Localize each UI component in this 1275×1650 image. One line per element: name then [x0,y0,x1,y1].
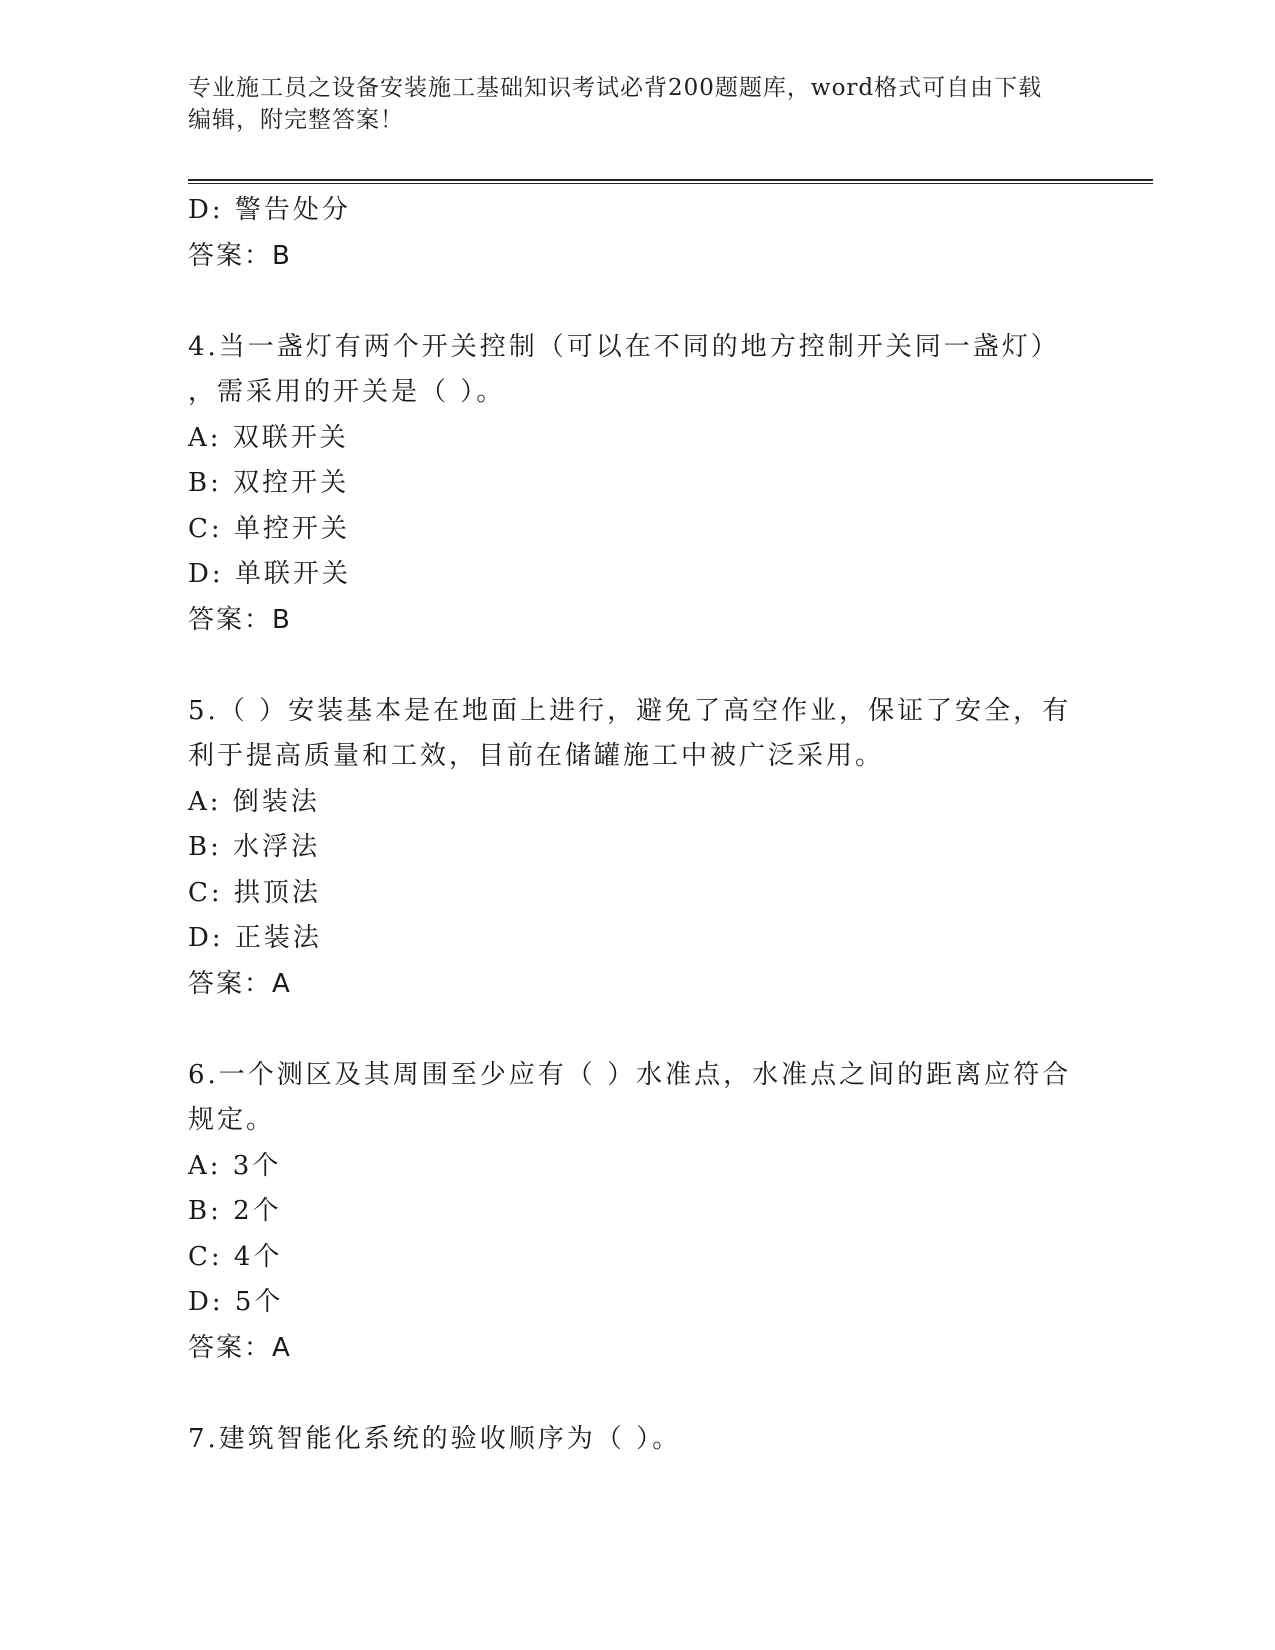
q7-stem-line-1: 7.建筑智能化系统的验收顺序为（ ）。 [188,1423,682,1454]
q6-option-c: C: 4个 [188,1241,283,1272]
q4-option-c: C: 单控开关 [188,513,350,544]
header-title-line-2: 编辑，附完整答案！ [188,107,404,133]
question-4 [188,325,1088,644]
q5-stem-line-1: 5.（ ）安装基本是在地面上进行，避免了高空作业，保证了安全，有 [188,695,1072,726]
q6-stem-line-2: 规定。 [188,1105,276,1135]
q4-answer: 答案：B [188,604,292,635]
header-divider-thick [188,179,1153,181]
q4-option-a: A: 双联开关 [188,422,349,453]
q5-answer: 答案：A [188,968,292,999]
q4-option-d: D: 单联开关 [188,559,351,589]
q4-option-b: B: 双控开关 [188,468,350,498]
header-title-line-1: 专业施工员之设备安装施工基础知识考试必背200题题库，word格式可自由下载 [188,75,1043,101]
q5-option-b: B: 水浮法 [188,832,321,862]
q6-option-a: A: 3个 [188,1150,282,1181]
q3-option-d: D: 警告处分 [188,195,351,225]
q5-stem-line-2: 利于提高质量和工效，目前在储罐施工中被广泛采用。 [188,741,885,771]
q5-option-a: A: 倒装法 [188,786,320,817]
question-5 [188,689,1088,1008]
question-7 [188,1417,1088,1463]
q3-answer: 答案：B [188,240,292,271]
q5-option-c: C: 拱顶法 [188,877,321,908]
q6-answer: 答案：A [188,1332,292,1363]
q6-option-d: D: 5个 [188,1287,284,1317]
question-list [188,188,1088,1462]
question-6 [188,1053,1088,1372]
document-header [188,72,1068,136]
q6-option-b: B: 2个 [188,1196,282,1226]
q4-stem-line-2: ，需采用的开关是（ ）。 [188,377,506,407]
header-divider-thin [188,183,1153,184]
q5-option-d: D: 正装法 [188,923,322,953]
q4-stem-line-1: 4.当一盏灯有两个开关控制（可以在不同的地方控制开关同一盏灯） [188,331,1060,362]
q6-stem-line-1: 6.一个测区及其周围至少应有（ ）水准点，水准点之间的距离应符合 [188,1059,1072,1090]
